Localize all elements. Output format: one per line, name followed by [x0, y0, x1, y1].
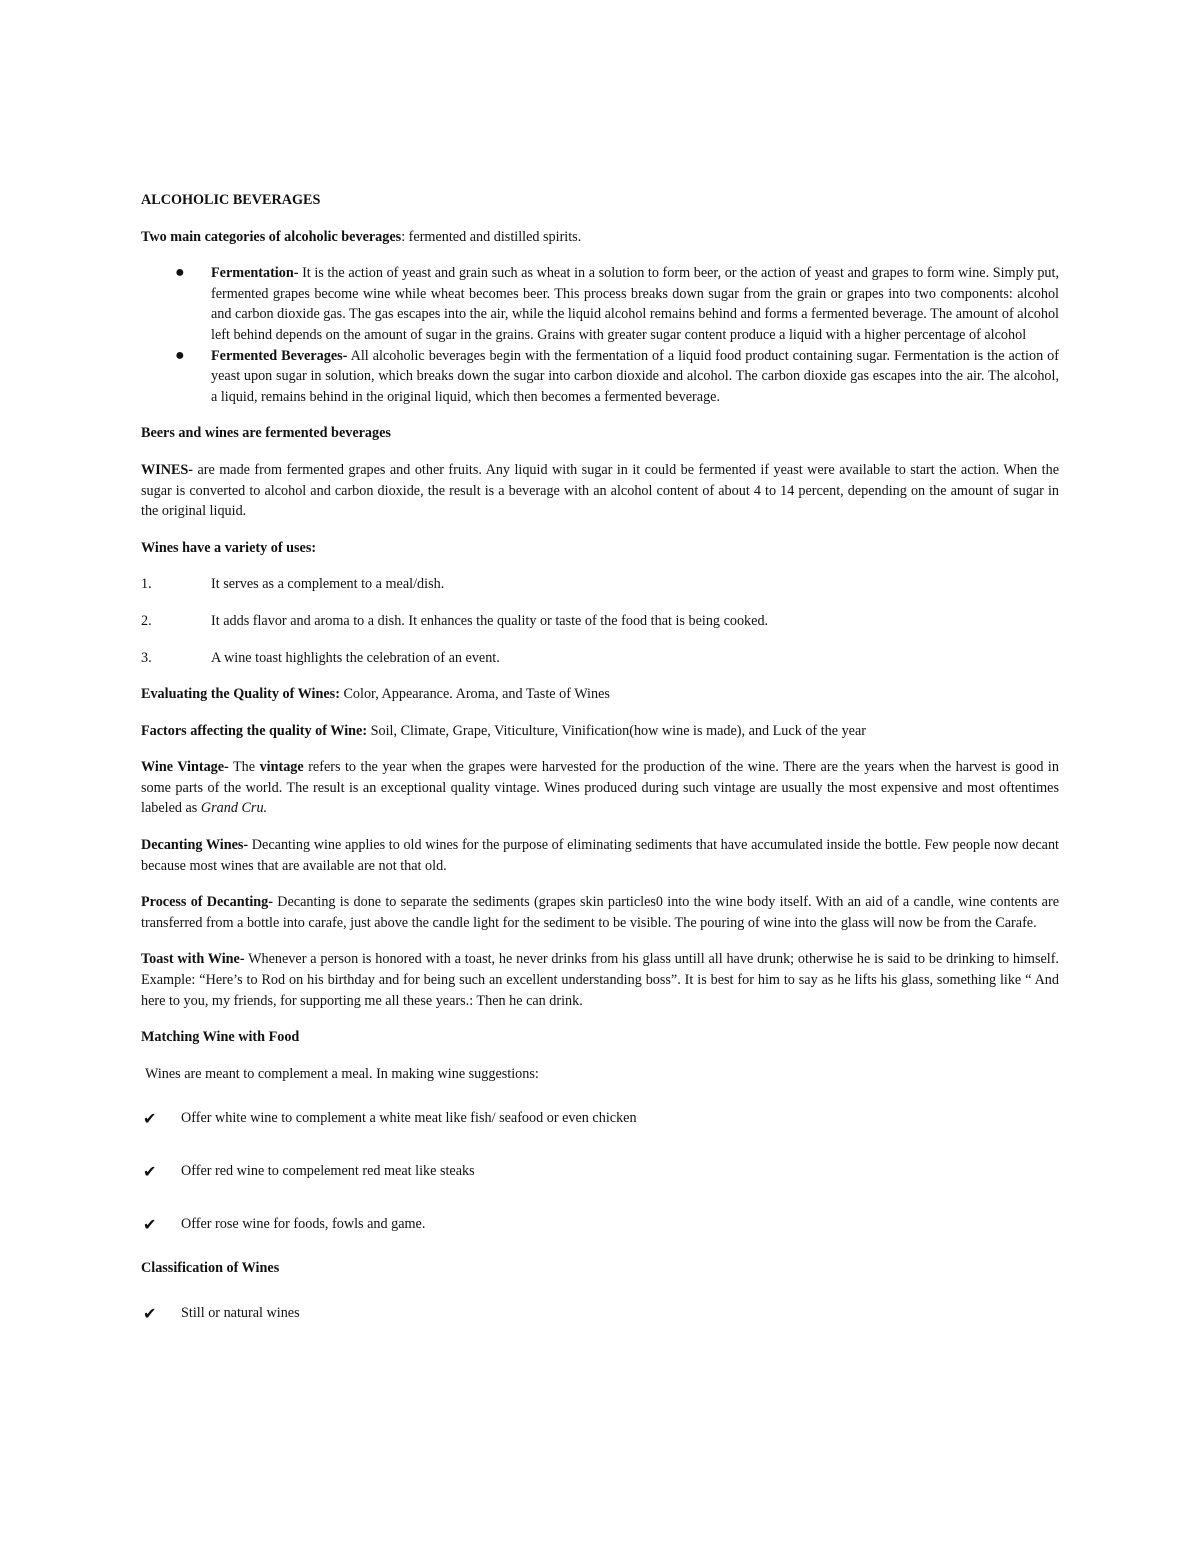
- bullet-icon: ●: [175, 264, 185, 282]
- uses-heading: Wines have a variety of uses:: [141, 539, 317, 556]
- matching-list: [141, 1108, 1059, 1234]
- intro-paragraph: [141, 227, 1059, 248]
- list-item: 1. It serves as a complement to a meal/dish.: [141, 576, 445, 593]
- toast-paragraph: Toast with Wine- Whenever a person is honored with a toast, he never drinks from his glass untill all have drunk; otherwise he is said to be drinking to himself. Example: “Here’s to Rod on his birthday and for being such an excellent understanding boss”. It is best for him to say as he lifts his glass, something like “ And here to you, my friends, for supporting me all these years.: Then he can drink.: [141, 951, 1059, 1009]
- intro-bold: Two main categories of alcoholic beverages: [141, 228, 402, 245]
- list-item: ✔ Offer white wine to complement a white meat like fish/ seafood or even chicken: [143, 1109, 637, 1129]
- bullet-icon: ●: [175, 346, 185, 364]
- checkmark-icon: ✔: [143, 1303, 157, 1323]
- decanting-paragraph: Decanting Wines- Decanting wine applies to old wines for the purpose of eliminating sediments that have accumulated inside the bottle. Few people now decant because most wines that are available are not that old.: [141, 837, 1059, 874]
- list-item: ✔ Offer rose wine for foods, fowls and game.: [143, 1214, 426, 1234]
- matching-heading: Matching Wine with Food: [141, 1029, 300, 1046]
- list-item: 2. It adds flavor and aroma to a dish. It enhances the quality or taste of the food that is being cooked.: [141, 612, 769, 629]
- bullet-item-fermented-beverages: ● Fermented Beverages- All alcoholic beverages begin with the fermentation of a liquid food product containing sugar. Fermentation is the action of yeast upon sugar in solution, which breaks down the sugar into carbon dioxide and alcohol. The carbon dioxide gas escapes into the air. The alcohol, a liquid, remains behind in the original liquid, which then becomes a fermented beverage.: [175, 346, 1060, 405]
- checkmark-icon: ✔: [143, 1162, 157, 1181]
- matching-intro: Wines are meant to complement a meal. In making wine suggestions:: [145, 1065, 539, 1082]
- factors-paragraph: Factors affecting the quality of Wine: Soil, Climate, Grape, Viticulture, Vinification(how wine is made), and Luck of the year: [141, 722, 866, 739]
- uses-list: [141, 574, 1059, 668]
- checkmark-icon: ✔: [143, 1109, 157, 1129]
- classification-heading: Classification of Wines: [141, 1260, 280, 1277]
- intro-text: : fermented and distilled spirits.: [401, 228, 582, 245]
- document-page: [141, 190, 1059, 1323]
- list-item: 3. A wine toast highlights the celebration of an event.: [141, 649, 500, 666]
- process-paragraph: Process of Decanting- Decanting is done to separate the sediments (grapes skin particles0 into the wine body itself. With an aid of a candle, wine contents are transferred from a bottle into carafe, just above the candle light for the sediment to be visible. The pouring of wine into the glass will now be from the Carafe.: [141, 894, 1059, 931]
- classification-list: [141, 1303, 1059, 1324]
- list-item: ✔ Still or natural wines: [143, 1303, 300, 1323]
- list-item: ✔ Offer red wine to compelement red meat like steaks: [143, 1162, 475, 1181]
- bullet-item-fermentation: ● Fermentation- It is the action of yeast and grain such as wheat in a solution to form beer, or the action of yeast and grapes to form wine. Simply put, fermented grapes become wine while wheat becomes beer. This process breaks down sugar from the grain or grapes into two components: alcohol and carbon dioxide gas. The gas escapes into the air, while the liquid alcohol remains behind and forms a fermented beverage. The amount of alcohol left behind depends on the amount of sugar in the grains. Grains with greater sugar content produce a liquid with a higher percentage of alcohol: [175, 264, 1059, 343]
- fermentation-bullet-list: [141, 263, 1059, 407]
- beers-heading: Beers and wines are fermented beverages: [141, 425, 391, 442]
- vintage-paragraph: Wine Vintage- The vintage refers to the year when the grapes were harvested for the production of the wine. There are the years when the harvest is good in some parts of the world. The result is an exceptional quality vintage. Wines produced during such vintage are usually the most expensive and most oftentimes labeled as Grand Cru.: [141, 759, 1059, 817]
- evaluating-paragraph: Evaluating the Quality of Wines: Color, Appearance. Aroma, and Taste of Wines: [141, 686, 610, 703]
- document-title: ALCOHOLIC BEVERAGES: [141, 192, 321, 208]
- wines-paragraph: WINES- are made from fermented grapes and other fruits. Any liquid with sugar in it could be fermented if yeast were available to start the action. When the sugar is converted to alcohol and carbon dioxide, the result is a beverage with an alcohol content of about 4 to 14 percent, depending on the amount of sugar in the original liquid.: [141, 461, 1059, 520]
- checkmark-icon: ✔: [143, 1214, 157, 1234]
